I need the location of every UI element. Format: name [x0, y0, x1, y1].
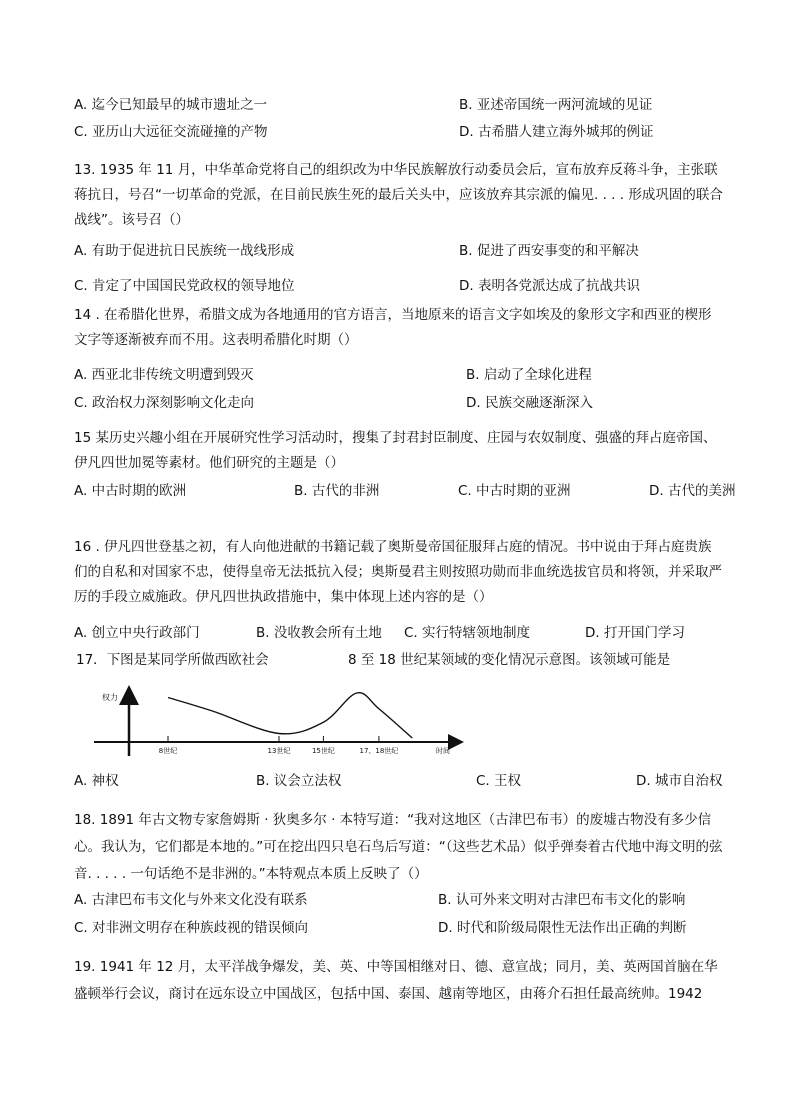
q19-stem: 19. 1941 年 12 月，太平洋战争爆发，美、英、中等国相继对日、德、意宣战；同月，美、英两国首脑在华盛顿举行会议，商讨在远东设立中国战区，包括中国、泰国、越南等地区，由蒋介石担任最高统帅。1942: [74, 959, 718, 1002]
q14-option-a: A. 西亚北非传统文明遭到毁灭: [74, 367, 254, 383]
power-change-chart: [88, 684, 468, 764]
x-tick-label: 8世纪: [158, 747, 178, 755]
q15-stem: 15 某历史兴趣小组在开展研究性学习活动时，搜集了封君封臣制度、庄园与农奴制度、强盛的拜占庭帝国、伊凡四世加冕等素材。他们研究的主题是（）: [74, 430, 717, 471]
q12-option-b: B. 亚述帝国统一两河流域的见证: [459, 97, 653, 113]
q13-option-d: D. 表明各党派达成了抗战共识: [459, 278, 640, 294]
q12-option-d: D. 古希腊人建立海外城邦的例证: [459, 124, 654, 140]
q12-option-c: C. 亚历山大远征交流碰撞的产物: [74, 124, 268, 140]
q16-option-b: B. 没收教会所有土地: [256, 625, 382, 641]
q18-option-a: A. 古津巴布韦文化与外来文化没有联系: [74, 892, 308, 908]
q17-stem-right: 8 至 18 世纪某领域的变化情况示意图。该领域可能是: [348, 652, 671, 668]
q15-option-a: A. 中古时期的欧洲: [74, 483, 187, 499]
x-tick-label: 17、18世纪: [359, 747, 399, 755]
q16-option-a: A. 创立中央行政部门: [74, 625, 200, 641]
q13-option-b: B. 促进了西安事变的和平解决: [459, 243, 639, 259]
q17-option-c: C. 王权: [476, 773, 522, 789]
q16-option-c: C. 实行特辖领地制度: [404, 625, 531, 641]
q16-stem: 16 . 伊凡四世登基之初，有人向他进献的书籍记载了奥斯曼帝国征服拜占庭的情况。书中说由于拜占庭贵族们的自私和对国家不忠，使得皇帝无法抵抗入侵；奥斯曼君主则按照功勋而非血统选拔官员和将领，并采取严厉的手段立威施政。伊凡四世执政措施中，集中体现上述内容的是（）: [74, 539, 722, 605]
q13-option-c: C. 肯定了中国国民党政权的领导地位: [74, 278, 295, 294]
q16-option-d: D. 打开国门学习: [585, 625, 685, 641]
q14-stem: 14 . 在希腊化世界，希腊文成为各地通用的官方语言，当地原来的语言文字如埃及的象形文字和西亚的楔形文字等逐渐被弃而不用。这表明希腊化时期（）: [74, 307, 712, 348]
q17-option-d: D. 城市自治权: [636, 773, 723, 789]
q15-option-c: C. 中古时期的亚洲: [458, 483, 571, 499]
q18-stem: 18. 1891 年古文物专家詹姆斯 · 狄奥多尔 · 本特写道：“我对这地区（古津巴布韦）的废墟古物没有多少信心。我认为，它们都是本地的。”可在挖出四只皂石鸟后写道：“（这些艺术品）似乎弹奏着古代地中海文明的弦音. . . . . 一句话绝不是非洲的。”本特观点本质上反映了（）: [74, 812, 723, 882]
q18-option-d: D. 时代和阶级局限性无法作出正确的判断: [438, 920, 687, 936]
q18-option-b: B. 认可外来文明对古津巴布韦文化的影响: [438, 892, 686, 908]
q14-option-c: C. 政治权力深刻影响文化走向: [74, 395, 255, 411]
q17-option-a: A. 神权: [74, 773, 119, 789]
power-curve: [168, 693, 412, 738]
x-tick-label: 13世纪: [267, 747, 291, 755]
q17-stem-left: 17．下图是某同学所做西欧社会: [76, 652, 269, 668]
x-tick-label: 15世纪: [311, 747, 335, 755]
q12-option-a: A. 迄今已知最早的城市遗址之一: [74, 97, 268, 113]
q13-stem: 13. 1935 年 11 月，中华革命党将自己的组织改为中华民族解放行动委员会后，宣布放弃反蒋斗争，主张联蒋抗日，号召“一切革命的党派，在目前民族生死的最后关头中，应该放弃其宗派的偏见. . . . 形成巩固的联合战线”。该号召（）: [74, 162, 723, 228]
x-axis-label: 时间: [436, 747, 450, 755]
q14-option-b: B. 启动了全球化进程: [466, 367, 592, 383]
q13-option-a: A. 有助于促进抗日民族统一战线形成: [74, 243, 295, 259]
y-axis-label: 权力: [102, 693, 118, 702]
q14-option-d: D. 民族交融逐渐深入: [466, 395, 593, 411]
q17-option-b: B. 议会立法权: [256, 773, 342, 789]
q15-option-b: B. 古代的非洲: [294, 483, 380, 499]
q15-option-d: D. 古代的美洲: [649, 483, 736, 499]
q18-option-c: C. 对非洲文明存在种族歧视的错误倾向: [74, 920, 309, 936]
